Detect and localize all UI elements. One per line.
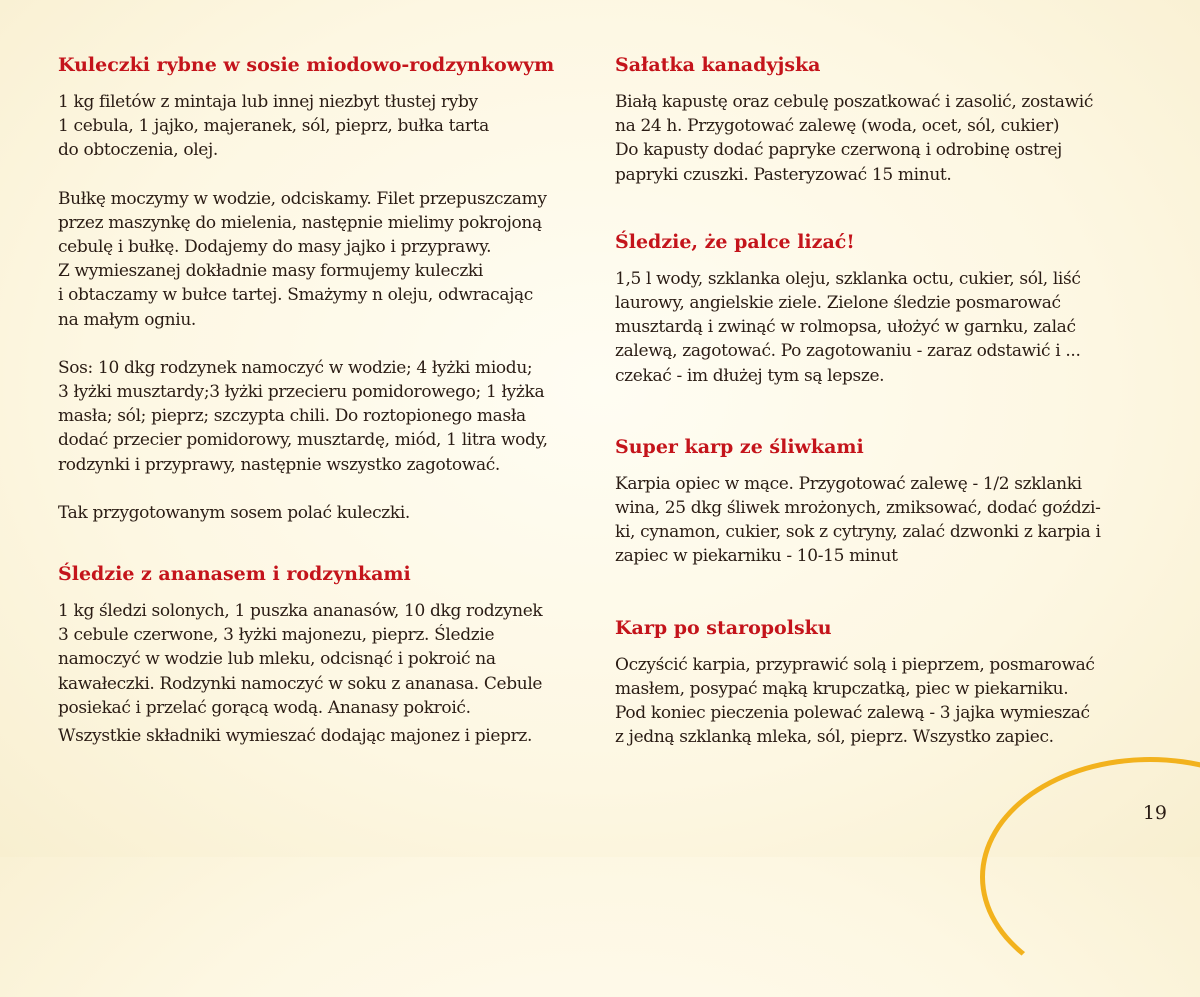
instructions-text: Karpia opiec w mące. Przygotować zalewę - 1/2 szklanki wina, 25 dkg śliwek mrożonych, zmiksować, dodać goździ- ki, cynamon, cukier, sok z cytryny, zalać dzwonki z karpia i zapiec w piekarniku - 10-15 minut <box>615 473 1101 567</box>
recipe-super-karp-ze-sliwkami <box>615 434 1155 569</box>
left-column <box>58 52 578 748</box>
serving-text: Tak przygotowanym sosem polać kuleczki. <box>58 502 410 523</box>
recipe-salatka-kanadyjska <box>615 52 1155 187</box>
recipe-karp-po-staropolsku <box>615 615 1155 750</box>
right-column <box>615 52 1155 749</box>
instructions-text: 1,5 l wody, szklanka oleju, szklanka octu, cukier, sól, liść laurowy, angielskie ziele. Zielone śledzie posmarować musztardą i zwinąć w rolmopsa, ułożyć w garnku, zalać zalewą, zagotować. Po zagotowaniu - zaraz odstawić i ... czekać - im dłużej tym są lepsze. <box>615 268 1081 386</box>
final-step-text: Wszystkie składniki wymieszać dodając majonez i pieprz. <box>58 726 533 747</box>
corner-arc-decoration <box>980 757 1200 997</box>
recipe-title: Karp po staropolsku <box>615 616 832 639</box>
instructions-text: 1 kg śledzi solonych, 1 puszka ananasów, 10 dkg rodzynek 3 cebule czerwone, 3 łyżki majonezu, pieprz. Śledzie namoczyć w wodzie lub mleku, odcisnąć i pokroić na kawałeczki. Rodzynki namoczyć w soku z ananasa. Cebule posiekać i przelać gorącą wodą. Ananasy pokroić. <box>58 601 543 718</box>
sauce-text: Sos: 10 dkg rodzynek namoczyć w wodzie; 4 łyżki miodu; 3 łyżki musztardy;3 łyżki przecieru pomidorowego; 1 łyżka masła; sól; pieprz; szczypta chili. Do roztopionego masła dodać przecier pomidorowy, musztardę, miód, 1 litra wody, rodzynki i przyprawy, następnie wszystko zagotować. <box>58 357 548 475</box>
recipe-title: Sałatka kanadyjska <box>615 54 821 76</box>
instructions-text: Bułkę moczymy w wodzie, odciskamy. Filet przepuszczamy przez maszynkę do mielenia, następnie mielimy pokrojoną cebulę i bułkę. Dodajemy do masy jajko i przyprawy. Z wymieszanej dokładnie masy formujemy kuleczki i obtaczamy w bułce tartej. Smażymy n oleju, odwracając na małym ogniu. <box>58 188 547 330</box>
instructions-text: Białą kapustę oraz cebulę poszatkować i zasolić, zostawić na 24 h. Przygotować zalewę (woda, ocet, sól, cukier) Do kapusty dodać papryke czerwoną i odrobinę ostrej papryki czuszki. Pasteryzować 15 minut. <box>615 92 1094 185</box>
recipe-title: Śledzie, że palce lizać! <box>615 230 855 253</box>
instructions-text: Oczyścić karpia, przyprawić solą i pieprzem, posmarować masłem, posypać mąką krupczatką, piec w piekarniku. Pod koniec pieczenia polewać zalewą - 3 jajka wymieszać z jedną szklanką mleka, sól, pieprz. Wszystko zapiec. <box>615 654 1095 748</box>
recipe-kuleczki-rybne <box>58 52 578 525</box>
recipe-title: Super karp ze śliwkami <box>615 435 864 458</box>
ingredients-text: 1 kg filetów z mintaja lub innej niezbyt tłustej ryby 1 cebula, 1 jajko, majeranek, sól, pieprz, bułka tarta do obtoczenia, olej. <box>58 92 489 161</box>
recipe-title: Kuleczki rybne w sosie miodowo-rodzynkowym <box>58 54 555 76</box>
recipe-sledzie-palce-lizac <box>615 229 1155 388</box>
page-number: 19 <box>1142 802 1167 824</box>
recipe-sledzie-z-ananasem <box>58 561 578 748</box>
recipe-title: Śledzie z ananasem i rodzynkami <box>58 563 411 586</box>
